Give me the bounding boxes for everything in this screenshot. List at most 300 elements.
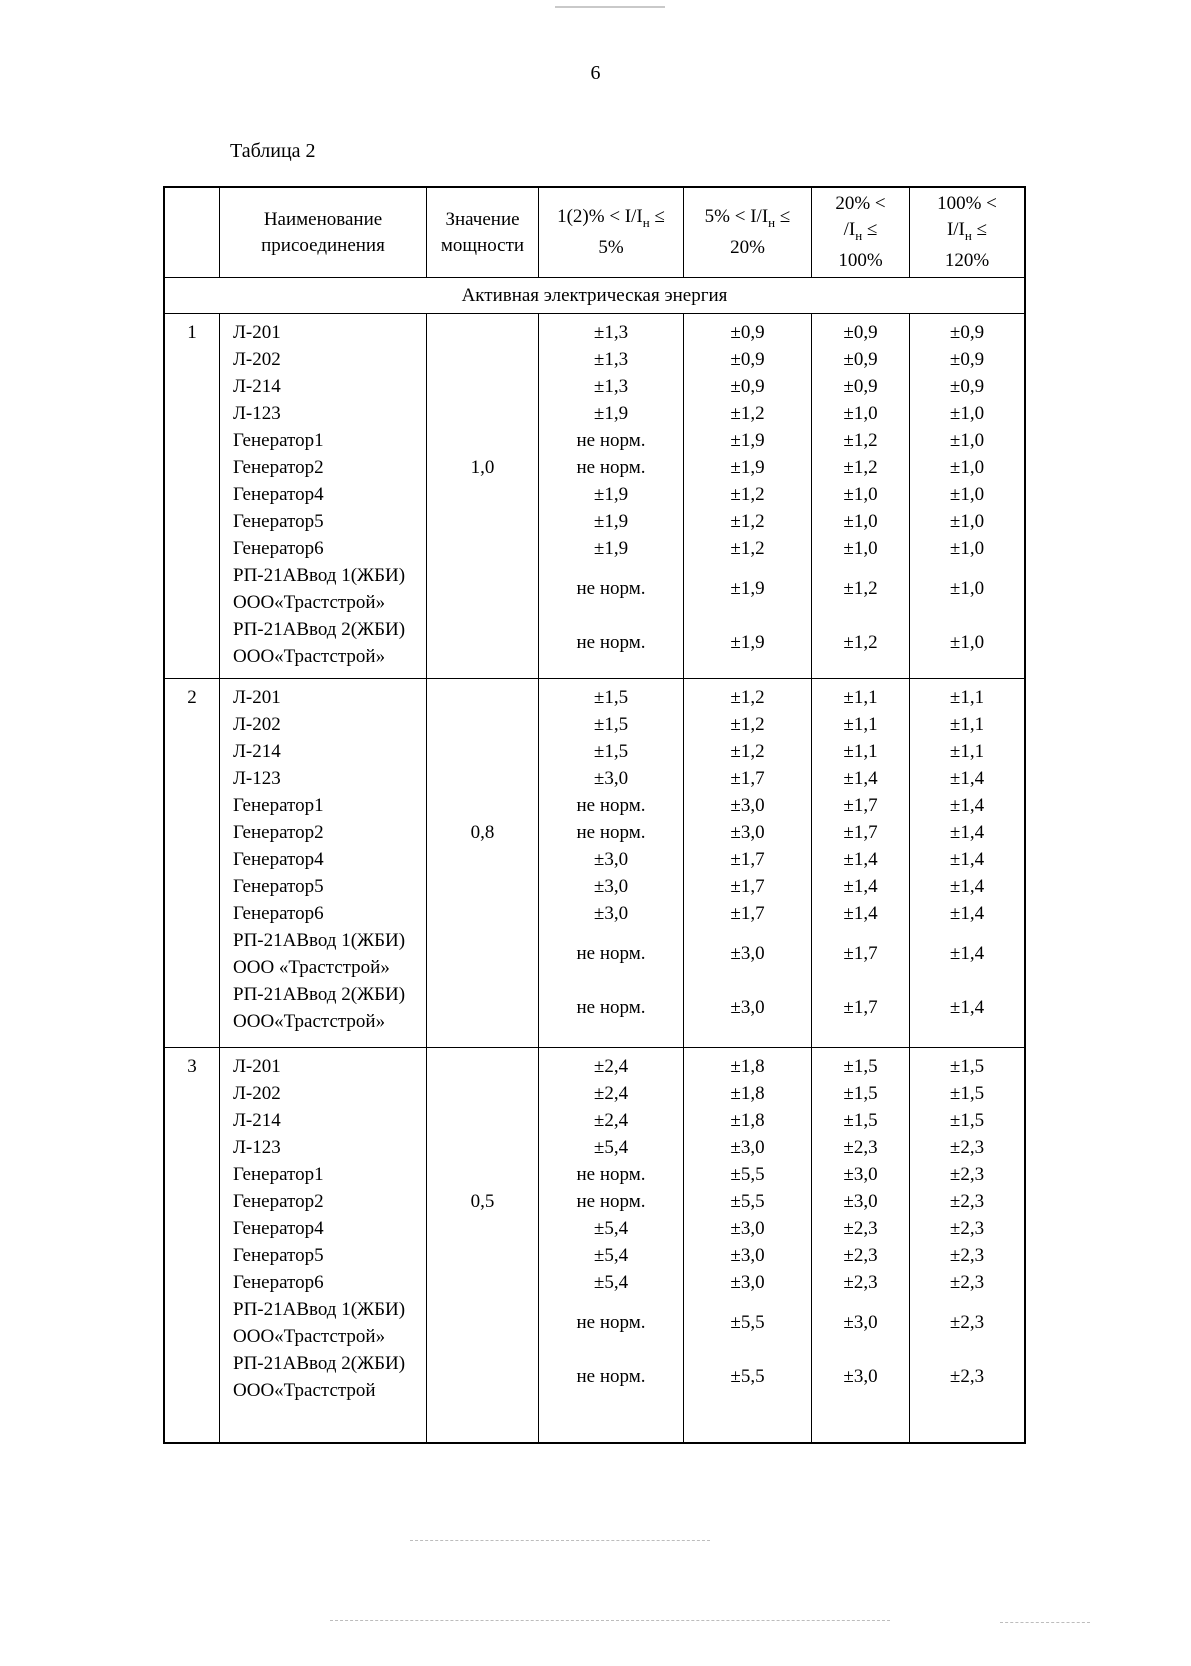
error-value-cell: ±1,4 (949, 875, 985, 897)
group-column (220, 679, 427, 1047)
connection-name-line: Генератор4 (233, 484, 324, 505)
error-value-cell: не норм. (576, 794, 646, 816)
error-value-cell: ±0,9 (730, 321, 765, 343)
group-column (220, 314, 427, 678)
error-value-cell: ±1,7 (843, 821, 878, 843)
error-value-cell: ±1,9 (730, 632, 765, 653)
connection-name-cell (220, 1296, 426, 1350)
connection-name-line: Генератор1 (233, 1164, 324, 1185)
data-table (163, 186, 1026, 1444)
connection-name-cell (220, 846, 426, 873)
error-value-cell: ±2,3 (949, 1163, 985, 1185)
connection-name-line: РП-21АВвод 1(ЖБИ) (233, 930, 406, 951)
power-value-cell: 0,8 (470, 821, 495, 843)
error-value-cell: не норм. (576, 943, 646, 964)
error-value-cell: ±1,9 (593, 483, 629, 505)
header-line: 20% (730, 237, 765, 259)
error-value-cell: ±3,0 (730, 1271, 765, 1293)
error-value-cell: ±1,0 (949, 429, 985, 451)
connection-name-line: Л-201 (233, 687, 281, 708)
row-number-cell (165, 454, 219, 481)
row-number-cell: 1 (187, 322, 197, 343)
connection-name-line: РП-21АВвод 1(ЖБИ) (233, 1299, 406, 1320)
table-label: Таблица 2 (230, 140, 316, 162)
error-value-cell: не норм. (576, 632, 646, 653)
row-number-cell (165, 792, 219, 819)
connection-name-line: ООО «Трастстрой» (233, 957, 390, 978)
power-value-cell (427, 1134, 538, 1161)
group-column (165, 314, 220, 678)
error-value-cell: ±1,4 (843, 902, 878, 924)
error-value-cell: ±1,9 (593, 537, 629, 559)
connection-name-line: ООО«Трастстрой» (233, 646, 386, 667)
error-value-cell: ±3,0 (843, 1312, 878, 1333)
group-column (427, 1048, 539, 1442)
header-line: 20% < (835, 192, 886, 214)
error-value-cell: ±1,3 (593, 375, 629, 397)
error-value-cell: ±1,0 (949, 510, 985, 532)
row-number-cell: 2 (187, 687, 197, 708)
error-value-cell: ±1,0 (843, 537, 878, 559)
connection-name-cell (220, 562, 426, 616)
error-value-cell: ±1,2 (843, 578, 878, 599)
error-value-cell: не норм. (576, 456, 646, 478)
error-value-cell: не норм. (576, 997, 646, 1018)
error-value-cell: не норм. (576, 1190, 646, 1212)
power-value-cell (427, 1053, 538, 1080)
group-column (539, 314, 684, 678)
connection-name-line: РП-21АВвод 1(ЖБИ) (233, 565, 406, 586)
error-value-cell: ±1,5 (949, 1055, 985, 1077)
error-value-cell: ±1,1 (843, 686, 878, 708)
header-cell-limit-4 (910, 188, 1024, 277)
error-value-cell: ±1,5 (843, 1082, 878, 1104)
error-value-cell: ±1,8 (730, 1055, 765, 1077)
power-value-cell: 1,0 (470, 456, 495, 478)
error-value-cell: ±1,2 (730, 740, 765, 762)
connection-name-line: Генератор1 (233, 430, 324, 451)
power-value-cell (427, 319, 538, 346)
power-value-cell (427, 346, 538, 373)
error-value-cell: ±1,0 (949, 578, 985, 599)
error-value-cell: ±3,0 (730, 1136, 765, 1158)
group-column (910, 679, 1024, 1047)
error-value-cell: ±1,7 (730, 848, 765, 870)
power-value-cell (427, 1215, 538, 1242)
page-number: 6 (590, 62, 601, 84)
connection-name-cell (220, 711, 426, 738)
error-value-cell: ±2,4 (593, 1055, 629, 1077)
group-column (812, 679, 910, 1047)
error-value-cell: не норм. (576, 1312, 646, 1333)
connection-name-cell (220, 373, 426, 400)
connection-name-line: Генератор1 (233, 795, 324, 816)
error-value-cell: ±1,4 (843, 767, 878, 789)
error-value-cell: ±2,3 (949, 1190, 985, 1212)
group-column (220, 1048, 427, 1442)
error-value-cell: ±3,0 (593, 767, 629, 789)
power-value-cell (427, 684, 538, 711)
error-value-cell: ±2,3 (949, 1244, 985, 1266)
power-value-cell (427, 535, 538, 562)
connection-name-cell (220, 1215, 426, 1242)
error-value-cell: ±2,3 (843, 1244, 878, 1266)
row-number-cell (165, 1161, 219, 1188)
error-value-cell: ±1,0 (843, 402, 878, 424)
power-value-cell (427, 427, 538, 454)
error-value-cell: ±5,4 (593, 1271, 629, 1293)
error-value-cell: ±1,4 (949, 767, 985, 789)
connection-name-line: Генератор5 (233, 511, 324, 532)
error-value-cell: не норм. (576, 1163, 646, 1185)
row-number-cell (165, 535, 219, 562)
error-value-cell: ±2,3 (843, 1271, 878, 1293)
error-value-cell: ±1,1 (843, 740, 878, 762)
group-column (539, 679, 684, 1047)
error-value-cell: ±1,8 (730, 1109, 765, 1131)
error-value-cell: ±2,3 (949, 1217, 985, 1239)
row-number-cell (165, 616, 219, 670)
power-value-cell (427, 1350, 538, 1404)
error-value-cell: ±1,0 (843, 510, 878, 532)
table-group (165, 1048, 1024, 1442)
error-value-cell: ±2,3 (843, 1136, 878, 1158)
connection-name-cell (220, 427, 426, 454)
connection-name-cell (220, 1107, 426, 1134)
error-value-cell: ±3,0 (593, 902, 629, 924)
error-value-cell: ±0,9 (949, 375, 985, 397)
connection-name-line: Генератор2 (233, 1191, 324, 1212)
row-number-cell (165, 373, 219, 400)
connection-name-cell (220, 684, 426, 711)
error-value-cell: ±1,2 (843, 632, 878, 653)
error-value-cell: ±1,9 (730, 429, 765, 451)
connection-name-line: РП-21АВвод 2(ЖБИ) (233, 619, 406, 640)
group-column (910, 314, 1024, 678)
power-value-cell (427, 1296, 538, 1350)
connection-name-line: Генератор6 (233, 538, 324, 559)
error-value-cell: ±1,5 (593, 713, 629, 735)
error-value-cell: ±1,1 (949, 713, 985, 735)
connection-name-cell (220, 1134, 426, 1161)
connection-name-line: Генератор5 (233, 876, 324, 897)
connection-name-line: РП-21АВвод 2(ЖБИ) (233, 1353, 406, 1374)
connection-name-cell (220, 1053, 426, 1080)
connection-name-cell (220, 765, 426, 792)
power-value-cell (427, 981, 538, 1035)
power-value-cell (427, 711, 538, 738)
error-value-cell: ±1,7 (843, 997, 878, 1018)
table-body (165, 314, 1024, 1442)
error-value-cell: ±0,9 (949, 348, 985, 370)
error-value-cell: ±2,4 (593, 1109, 629, 1131)
error-value-cell: ±1,0 (949, 456, 985, 478)
error-value-cell: ±3,0 (730, 821, 765, 843)
error-value-cell: ±5,4 (593, 1136, 629, 1158)
header-line: $1(2)\% < I/I_н$ ≤ (557, 205, 665, 230)
error-value-cell: не норм. (576, 578, 646, 599)
connection-name-cell (220, 1350, 426, 1404)
error-value-cell: ±3,0 (730, 1244, 765, 1266)
error-value-cell: ±1,2 (730, 713, 765, 735)
connection-name-cell (220, 346, 426, 373)
row-number-cell (165, 1269, 219, 1296)
group-column (165, 1048, 220, 1442)
error-value-cell: ±1,1 (949, 686, 985, 708)
error-value-cell: ±2,3 (949, 1136, 985, 1158)
power-value-cell (427, 373, 538, 400)
connection-name-line: Л-202 (233, 714, 281, 735)
error-value-cell: ±0,9 (949, 321, 985, 343)
error-value-cell: ±0,9 (730, 348, 765, 370)
error-value-cell: ±1,8 (730, 1082, 765, 1104)
header-cell-name (220, 188, 427, 277)
error-value-cell: ±5,4 (593, 1244, 629, 1266)
power-value-cell (427, 1269, 538, 1296)
error-value-cell: ±1,1 (843, 713, 878, 735)
power-value-cell (427, 1107, 538, 1134)
power-value-cell (427, 738, 538, 765)
row-number-cell (165, 927, 219, 981)
error-value-cell: ±2,4 (593, 1082, 629, 1104)
scan-artifact (1000, 1622, 1090, 1623)
power-value-cell (427, 765, 538, 792)
connection-name-cell (220, 1161, 426, 1188)
row-number-cell (165, 846, 219, 873)
connection-name-cell (220, 873, 426, 900)
connection-name-cell (220, 319, 426, 346)
error-value-cell: ±1,9 (593, 510, 629, 532)
error-value-cell: ±3,0 (730, 794, 765, 816)
connection-name-line: Л-201 (233, 322, 281, 343)
connection-name-line: Генератор6 (233, 903, 324, 924)
header-cell-num (165, 188, 220, 277)
group-column (165, 679, 220, 1047)
error-value-cell: ±5,4 (593, 1217, 629, 1239)
row-number-cell (165, 981, 219, 1035)
power-value-cell (427, 400, 538, 427)
error-value-cell: ±1,9 (593, 402, 629, 424)
error-value-cell: ±0,9 (843, 348, 878, 370)
row-number-cell (165, 346, 219, 373)
scan-artifact (410, 1540, 710, 1541)
group-column (684, 1048, 812, 1442)
connection-name-line: Генератор4 (233, 1218, 324, 1239)
connection-name-cell (220, 1269, 426, 1296)
error-value-cell: ±5,5 (730, 1312, 765, 1333)
power-value-cell (427, 562, 538, 616)
connection-name-line: ООО«Трастстрой (233, 1380, 376, 1401)
error-value-cell: ±1,9 (730, 456, 765, 478)
row-number-cell (165, 1080, 219, 1107)
error-value-cell: ±3,0 (843, 1190, 878, 1212)
header-line: присоединения (261, 234, 385, 256)
error-value-cell: ±1,1 (949, 740, 985, 762)
row-number-cell: 3 (187, 1056, 197, 1077)
connection-name-line: Генератор2 (233, 822, 324, 843)
group-column (684, 314, 812, 678)
power-value-cell (427, 900, 538, 927)
error-value-cell: ±1,0 (949, 402, 985, 424)
row-number-cell (165, 765, 219, 792)
row-number-cell (165, 819, 219, 846)
group-column (427, 314, 539, 678)
error-value-cell: ±5,5 (730, 1366, 765, 1387)
error-value-cell: ±1,7 (730, 767, 765, 789)
row-number-cell (165, 400, 219, 427)
row-number-cell (165, 711, 219, 738)
header-line: 120% (944, 250, 990, 272)
header-cell-limit-2 (684, 188, 812, 277)
error-value-cell: ±0,9 (843, 321, 878, 343)
row-number-cell (165, 1134, 219, 1161)
connection-name-cell (220, 616, 426, 670)
connection-name-cell (220, 1188, 426, 1215)
row-number-cell (165, 1350, 219, 1404)
error-value-cell: ±1,7 (730, 902, 765, 924)
connection-name-cell (220, 792, 426, 819)
error-value-cell: ±2,3 (949, 1312, 985, 1333)
error-value-cell: ±1,2 (730, 402, 765, 424)
error-value-cell: ±3,0 (843, 1163, 878, 1185)
row-number-cell (165, 427, 219, 454)
connection-name-line: Л-123 (233, 768, 281, 789)
error-value-cell: ±1,0 (949, 483, 985, 505)
error-value-cell: ±1,2 (843, 429, 878, 451)
group-column (539, 1048, 684, 1442)
header-line: Значение (445, 208, 520, 230)
connection-name-cell (220, 1080, 426, 1107)
connection-name-line: Л-123 (233, 403, 281, 424)
power-value-cell (427, 1080, 538, 1107)
power-value-cell (427, 508, 538, 535)
power-value-cell (427, 1161, 538, 1188)
header-cell-power (427, 188, 539, 277)
connection-name-cell (220, 900, 426, 927)
error-value-cell: ±1,2 (730, 483, 765, 505)
connection-name-line: Л-202 (233, 349, 281, 370)
error-value-cell: ±1,4 (949, 943, 985, 964)
connection-name-line: Генератор2 (233, 457, 324, 478)
error-value-cell: ±1,7 (730, 875, 765, 897)
error-value-cell: не норм. (576, 429, 646, 451)
group-column (684, 679, 812, 1047)
row-number-cell (165, 900, 219, 927)
error-value-cell: ±1,4 (949, 902, 985, 924)
header-line: $I/I_н$ ≤ (946, 218, 988, 243)
scan-artifact (330, 1620, 890, 1621)
error-value-cell: ±1,4 (843, 875, 878, 897)
row-number-cell (165, 508, 219, 535)
row-number-cell (165, 738, 219, 765)
table-group (165, 679, 1024, 1048)
connection-name-cell (220, 535, 426, 562)
error-value-cell: ±1,2 (843, 456, 878, 478)
error-value-cell: не норм. (576, 1366, 646, 1387)
connection-name-cell (220, 981, 426, 1035)
error-value-cell: ±1,4 (949, 821, 985, 843)
error-value-cell: ±1,5 (843, 1109, 878, 1131)
power-value-cell (427, 792, 538, 819)
header-line: 5% (598, 237, 624, 259)
group-column (812, 314, 910, 678)
connection-name-line: РП-21АВвод 2(ЖБИ) (233, 984, 406, 1005)
error-value-cell: ±1,7 (843, 943, 878, 964)
connection-name-line: Генератор4 (233, 849, 324, 870)
error-value-cell: ±2,3 (949, 1366, 985, 1387)
error-value-cell: ±3,0 (730, 1217, 765, 1239)
error-value-cell: не норм. (576, 821, 646, 843)
power-value-cell (427, 927, 538, 981)
header-line: 100% < (937, 192, 997, 214)
row-number-cell (165, 1215, 219, 1242)
connection-name-line: Генератор5 (233, 1245, 324, 1266)
error-value-cell: ±1,9 (730, 578, 765, 599)
error-value-cell: ±3,0 (593, 875, 629, 897)
error-value-cell: ±1,0 (843, 483, 878, 505)
connection-name-line: Л-214 (233, 741, 281, 762)
error-value-cell: ±1,4 (949, 794, 985, 816)
row-number-cell (165, 1188, 219, 1215)
connection-name-line: ООО«Трастстрой» (233, 592, 386, 613)
error-value-cell: ±1,4 (949, 848, 985, 870)
connection-name-line: Л-123 (233, 1137, 281, 1158)
connection-name-line: ООО«Трастстрой» (233, 1326, 386, 1347)
header-line: $/I_н$ ≤ (843, 218, 878, 243)
power-value-cell (427, 616, 538, 670)
row-number-cell (165, 1242, 219, 1269)
error-value-cell: ±1,4 (843, 848, 878, 870)
header-cell-limit-1 (539, 188, 684, 277)
power-value-cell (427, 1242, 538, 1269)
connection-name-line: Л-214 (233, 1110, 281, 1131)
connection-name-cell (220, 738, 426, 765)
header-cell-limit-3 (812, 188, 910, 277)
error-value-cell: ±1,5 (593, 686, 629, 708)
row-number-cell (165, 873, 219, 900)
error-value-cell: ±3,0 (730, 943, 765, 964)
connection-name-cell (220, 927, 426, 981)
connection-name-cell (220, 508, 426, 535)
error-value-cell: ±1,7 (843, 794, 878, 816)
group-column (427, 679, 539, 1047)
error-value-cell: ±5,5 (730, 1190, 765, 1212)
error-value-cell: ±2,3 (949, 1271, 985, 1293)
error-value-cell: ±1,2 (730, 510, 765, 532)
error-value-cell: ±1,4 (949, 997, 985, 1018)
error-value-cell: ±1,5 (843, 1055, 878, 1077)
connection-name-cell (220, 454, 426, 481)
section-title: Активная электрическая энергия (165, 278, 1024, 314)
power-value-cell (427, 873, 538, 900)
error-value-cell: ±3,0 (730, 997, 765, 1018)
error-value-cell: ±1,2 (730, 686, 765, 708)
error-value-cell: ±1,5 (593, 740, 629, 762)
error-value-cell: ±1,2 (730, 537, 765, 559)
error-value-cell: ±0,9 (843, 375, 878, 397)
connection-name-line: Л-201 (233, 1056, 281, 1077)
table-header (165, 188, 1024, 278)
scan-artifact (555, 6, 665, 8)
connection-name-line: Л-214 (233, 376, 281, 397)
error-value-cell: ±5,5 (730, 1163, 765, 1185)
connection-name-line: Л-202 (233, 1083, 281, 1104)
table-group (165, 314, 1024, 679)
error-value-cell: ±1,3 (593, 348, 629, 370)
power-value-cell: 0,5 (470, 1190, 495, 1212)
group-column (812, 1048, 910, 1442)
connection-name-cell (220, 1242, 426, 1269)
